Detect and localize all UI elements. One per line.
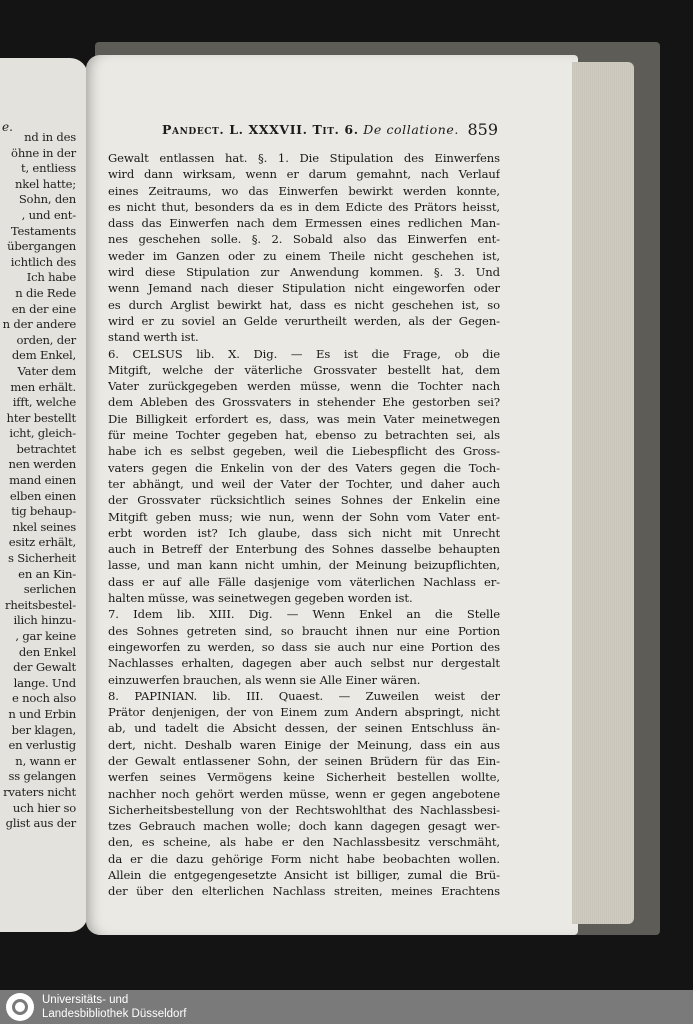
running-head-subtitle: De collatione. [363,122,460,137]
left-page-line: der Gewalt [13,660,76,675]
library-footer [0,990,693,1024]
text-line: Nachlasses erhalten, dagegen aber auch selbst nur dergestalt [108,656,500,671]
text-line: Mitgift, welche der väterliche Grossvater bestellt hat, dem [108,362,500,377]
left-page-line: n und Erbin [8,706,76,721]
text-line: Gewalt entlassen hat. §. 1. Die Stipulation des Einwerfens [108,151,500,165]
left-page-line: uch hier so [12,800,76,815]
text-line: tzes Gebrauch machen wolle; doch kann dagegen gesagt wer- [108,819,500,834]
text-line: nachher noch gehört werden müsse, wenn er gegen angebotene [108,786,500,801]
text-line: dass er auf alle Fälle dasjenige vom väterlichen Nachlass er- [108,574,500,589]
left-page-line: mand einen [9,473,76,488]
text-line: 6. CELSUS lib. X. Dig. — Es ist die Frage, ob die [108,346,500,361]
text-line: der Grossvater rücksichtlich seines Sohnes der Enkelin eine [108,493,500,508]
page-number: 859 [467,120,498,139]
left-page-line: elben einen [9,488,76,503]
text-line: dert, nicht. Deshalb waren Einige der Meinung, dass ein aus [108,737,500,752]
text-line: eingeworfen zu werden, so dass sie auch nur eine Portion des [108,639,500,654]
left-page-line: glist aus der [5,816,76,831]
text-line: wird er zu soviel an Gelde verurtheilt werden, als der Gegen- [108,313,500,328]
text-line: erbt worden ist? Ich glaube, dass sich nicht mit Unrecht [108,525,500,540]
left-page-line: öhne in der [11,145,76,160]
left-page-line: en verlustig [8,738,76,753]
text-line: wird diese Stipulation zur Anwendung kommen. §. 3. Und [108,265,500,280]
text-line: lasse, und man kann nicht umhin, der Meinung beizupflichten, [108,558,500,573]
text-line: wenn Jemand nach dieser Stipulation nicht eingeworfen oder [108,281,500,296]
left-page-line: men erhält. [10,379,76,394]
left-page-line: ss gelangen [8,769,76,784]
text-line: nes geschehen solle. §. 2. Sobald also das Einwerfen ent- [108,232,500,247]
left-page-line: ifft, welche [12,395,76,410]
text-line: der über den elterlichen Nachlass streiten, meines Erachtens [108,884,500,899]
left-page-line: tig behaup- [11,504,76,519]
text-line: es durch Arglist bewirkt hat, dass es nicht geschehen ist, so [108,297,500,312]
text-line: des Sohnes getreten sind, so braucht ihnen nur eine Portion [108,623,500,638]
running-head [162,122,498,142]
left-page-line: nd in des [24,130,76,144]
left-page-line: nkel seines [12,519,76,534]
left-page-line: , und ent- [21,207,76,222]
text-line: 8. PAPINIAN. lib. III. Quaest. — Zuweilen weist der [108,688,500,703]
left-page-line: hter bestellt [6,410,76,425]
text-line: habe ich es selbst gegeben, weil die Liebespflicht des Gross- [108,444,500,459]
text-line: werfen seines Vermögens keine Sicherheit bestellen wollte, [108,770,500,785]
left-page-line: orden, der [16,332,76,347]
text-line: 7. Idem lib. XIII. Dig. — Wenn Enkel an die Stelle [108,607,500,622]
library-name [42,993,186,1021]
text-line: vaters gegen die Enkelin von der des Vaters gegen die Toch- [108,460,500,475]
text-line: Sicherheitsbestellung von der Rechtswohlthat des Nachlassbesi- [108,802,500,817]
text-line: Prätor denjenigen, der von Einem zum Andern abspringt, nicht [108,705,500,720]
text-line: dem Ableben des Grossvaters in stehender Ehe gestorben sei? [108,395,500,410]
left-page-line: Vater dem [17,363,76,378]
left-page-line: nkel hatte; [14,176,76,191]
left-page-line: übergangen [7,239,76,254]
left-page-line: icht, gleich- [9,426,76,441]
left-page-line: serlichen [23,582,76,597]
text-line: ter abhängt, und weil der Vater der Tochter, und daher auch [108,476,500,491]
left-page-line: s Sicherheit [8,551,76,566]
text-line: halten müsse, was seinetwegen gegeben worden ist. [108,591,413,606]
text-line: einzuwerfen brauchen, als wenn sie Alle Einer wären. [108,672,421,687]
left-page-line: en der eine [11,301,76,316]
text-line: Die Billigkeit erfordert es, dass, was mein Vater meinetwegen [108,411,500,426]
text-line: auch in Betreff der Enterbung des Sohnes dasselbe behaupten [108,542,500,557]
text-line: für meine Tochter gegeben hat, ebenso zu betrachten sei, als [108,428,500,443]
left-page-line: ber klagen, [11,722,76,737]
left-page-line: n die Rede [15,285,76,300]
text-line: der Gewalt entlassener Sohn, der seinen Brüdern für das Ein- [108,753,500,768]
left-page-line: rvaters nicht [3,784,76,799]
left-page-line: nen werden [8,457,76,472]
text-line: stand werth ist. [108,330,199,345]
text-line: weder im Ganzen oder zu einem Theile nicht geschehen ist, [108,248,500,263]
text-line: es nicht thut, besonders da es in dem Edicte des Prätors heisst, [108,199,500,214]
left-page-line: Ich habe [26,270,76,285]
library-name-line-1: Universitäts- und [42,994,129,1006]
left-page-line: lange. Und [13,675,76,690]
text-line: eines Zeitraums, wo das Einwerfen bewirkt werden konnte, [108,183,500,198]
left-page-line: n der andere [2,317,76,332]
left-page-line: ichtlich des [10,254,76,269]
library-name-line-2: Landesbibliothek Düsseldorf [42,1008,187,1020]
text-line: Mitgift geben muss; wie nun, wenn der Sohn vom Vater ent- [108,509,500,524]
body-text [108,150,500,900]
page-edges [572,62,634,924]
left-page-header: e. [2,120,13,134]
left-page-line: ilich hinzu- [13,613,76,628]
left-page-text [0,130,76,832]
left-page-line: , gar keine [15,629,76,643]
left-page-line: dem Enkel, [11,348,76,363]
left-page-line: n, wann er [15,753,76,768]
text-line: Vater zurückgegeben werden müsse, wenn die Tochter nach [108,379,500,394]
left-page-line: t, entliess [21,161,76,176]
left-page [0,58,88,932]
text-line: dass das Einwerfen nach dem Ermessen eines redlichen Man- [108,216,500,231]
left-page-line: esitz erhält, [8,535,76,550]
left-page-line: e noch also [12,691,76,706]
library-logo-icon [6,993,34,1021]
text-line: den, es scheine, als habe er den Nachlassbesitz verschmäht, [108,835,500,850]
left-page-line: Testaments [10,223,76,238]
text-line: Allein die entgegengesetzte Ansicht ist billiger, zumal die Brü- [108,868,500,883]
left-page-line: Sohn, den [18,192,76,207]
text-line: ab, und tadelt die Absicht dessen, der seinen Entschluss än- [108,721,500,736]
left-page-line: en an Kin- [18,566,76,581]
left-page-line: rheitsbestel- [5,597,76,612]
left-page-line: den Enkel [18,644,76,659]
running-head-title: Pandect. L. XXXVII. Tit. 6. [162,122,359,137]
text-line: wird dann wirksam, wenn er darum gemahnt, nach Verlauf [108,167,500,182]
text-line: da er die dazu gehörige Form nicht habe beobachten wollen. [108,851,500,866]
left-page-line: betrachtet [16,441,76,456]
